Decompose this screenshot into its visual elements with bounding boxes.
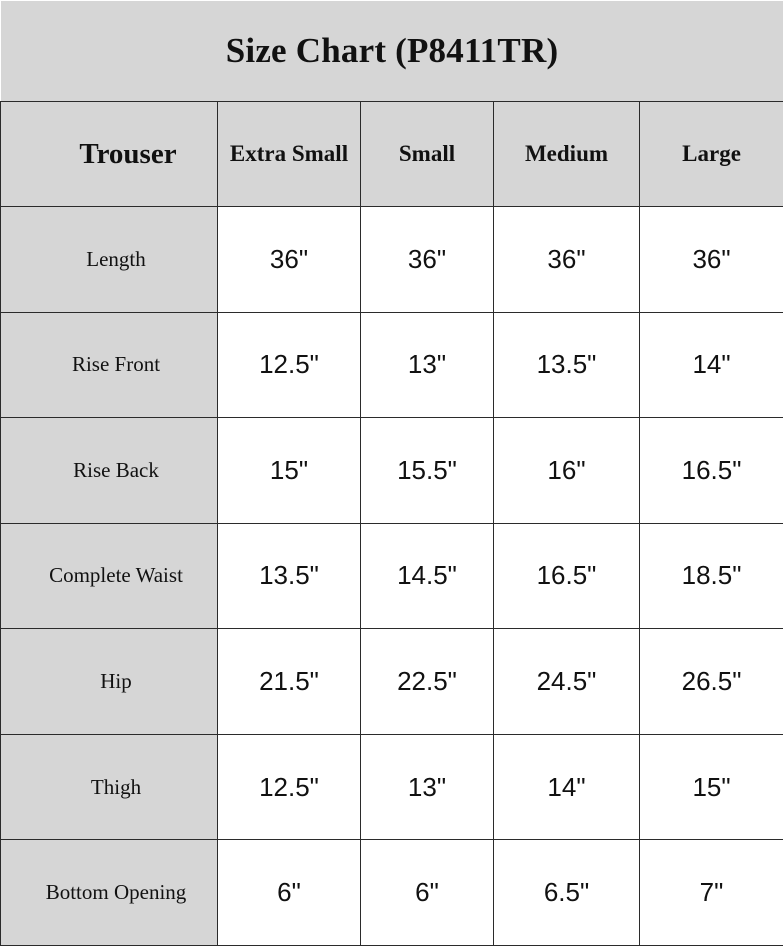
cell-hip-large: 26.5" <box>640 629 783 735</box>
cell-complete-waist-medium: 16.5" <box>494 523 640 629</box>
table-header-row <box>1 102 783 207</box>
table-row <box>1 523 783 629</box>
cell-rise-back-extra-small: 15" <box>218 418 361 524</box>
table-row <box>1 418 783 524</box>
table-row <box>1 840 783 946</box>
header-corner-label: Trouser <box>1 102 218 207</box>
cell-thigh-extra-small: 12.5" <box>218 734 361 840</box>
header-size-small: Small <box>361 102 494 207</box>
cell-thigh-small: 13" <box>361 734 494 840</box>
cell-length-medium: 36" <box>494 207 640 313</box>
cell-hip-medium: 24.5" <box>494 629 640 735</box>
row-label-rise-back: Rise Back <box>1 418 218 524</box>
cell-bottom-opening-large: 7" <box>640 840 783 946</box>
row-label-complete-waist: Complete Waist <box>1 523 218 629</box>
row-label-bottom-opening: Bottom Opening <box>1 840 218 946</box>
table-row <box>1 629 783 735</box>
cell-thigh-medium: 14" <box>494 734 640 840</box>
cell-length-extra-small: 36" <box>218 207 361 313</box>
cell-complete-waist-large: 18.5" <box>640 523 783 629</box>
cell-bottom-opening-medium: 6.5" <box>494 840 640 946</box>
header-size-large: Large <box>640 102 783 207</box>
cell-complete-waist-extra-small: 13.5" <box>218 523 361 629</box>
row-label-rise-front: Rise Front <box>1 312 218 418</box>
table-row <box>1 207 783 313</box>
table-row <box>1 312 783 418</box>
cell-rise-back-small: 15.5" <box>361 418 494 524</box>
cell-rise-back-large: 16.5" <box>640 418 783 524</box>
cell-rise-back-medium: 16" <box>494 418 640 524</box>
row-label-hip: Hip <box>1 629 218 735</box>
title-row <box>1 1 783 102</box>
row-label-length: Length <box>1 207 218 313</box>
cell-complete-waist-small: 14.5" <box>361 523 494 629</box>
page-title: Size Chart (P8411TR) <box>1 1 783 102</box>
cell-bottom-opening-extra-small: 6" <box>218 840 361 946</box>
cell-rise-front-large: 14" <box>640 312 783 418</box>
cell-length-small: 36" <box>361 207 494 313</box>
header-size-extra-small: Extra Small <box>218 102 361 207</box>
table-row <box>1 734 783 840</box>
header-size-medium: Medium <box>494 102 640 207</box>
cell-hip-small: 22.5" <box>361 629 494 735</box>
cell-rise-front-medium: 13.5" <box>494 312 640 418</box>
row-label-thigh: Thigh <box>1 734 218 840</box>
cell-length-large: 36" <box>640 207 783 313</box>
cell-bottom-opening-small: 6" <box>361 840 494 946</box>
cell-rise-front-small: 13" <box>361 312 494 418</box>
cell-thigh-large: 15" <box>640 734 783 840</box>
cell-rise-front-extra-small: 12.5" <box>218 312 361 418</box>
cell-hip-extra-small: 21.5" <box>218 629 361 735</box>
